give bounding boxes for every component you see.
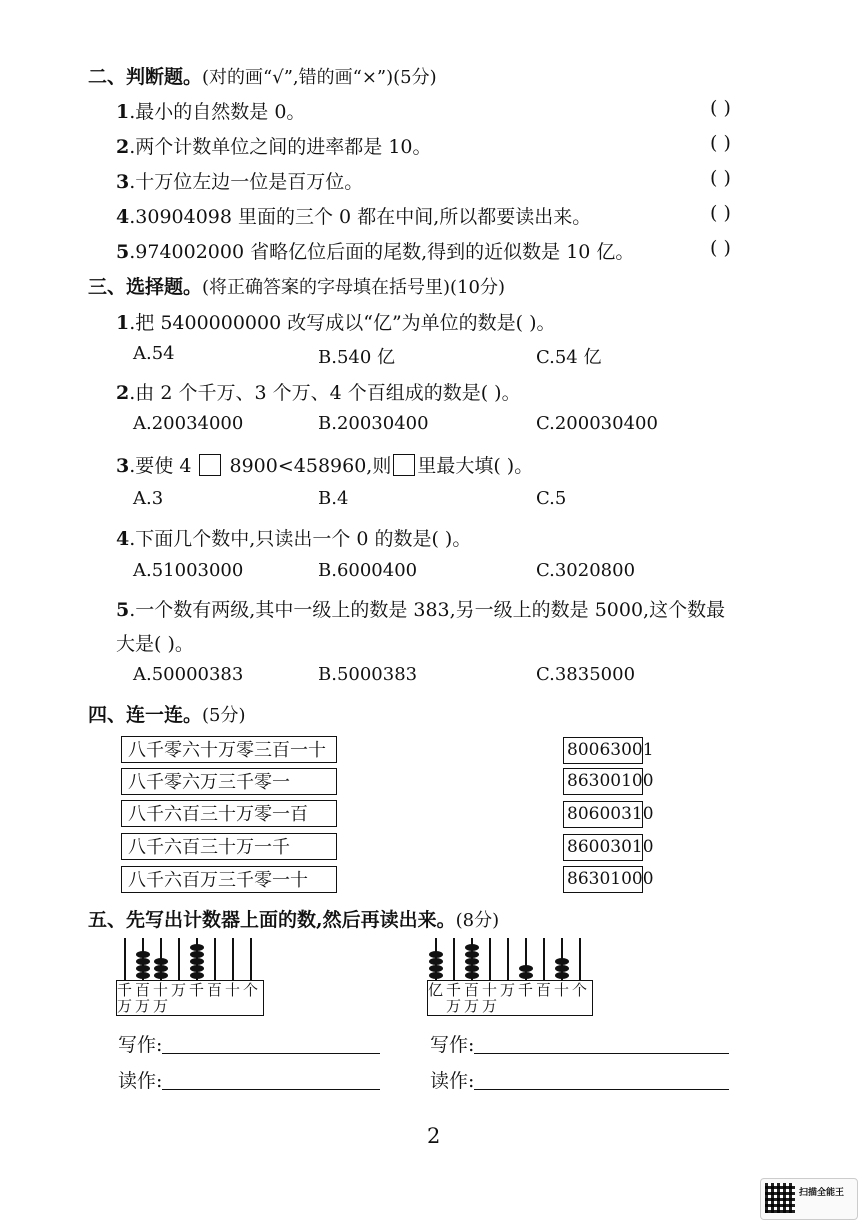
abacus-1-label-1: 千 — [117, 981, 133, 999]
abacus-1-bead — [154, 972, 168, 979]
match-left-2[interactable]: 八千零六万三千零一 — [121, 768, 337, 795]
abacus-1-unit-label-3: 万 — [153, 997, 169, 1015]
q2-option-b: B.20030400 — [318, 413, 429, 434]
scanner-logo-text: 扫描全能王 — [799, 1188, 845, 1198]
abacus-1-rod-6 — [214, 938, 216, 980]
judge-item-3: 3.十万位左边一位是百万位。 — [116, 171, 364, 193]
blank-square-2[interactable] — [393, 454, 415, 476]
abacus-2 — [427, 938, 597, 1018]
q2-option-c: C.200030400 — [536, 413, 658, 434]
section5-heading — [88, 905, 499, 932]
q3-option-c: C.5 — [536, 488, 567, 509]
abacus-2-label-4: 十 — [482, 981, 498, 999]
q4-option-a: A.51003000 — [133, 560, 244, 581]
page-number: 2 — [427, 1124, 441, 1148]
abacus-2-bead — [465, 972, 479, 979]
abacus-2-label-3: 百 — [464, 981, 480, 999]
section5-title: 五、先写出计数器上面的数,然后再读出来。 — [88, 909, 456, 931]
q1-option-c: C.54 亿 — [536, 347, 602, 368]
write-row-1 — [118, 1030, 380, 1057]
scanner-watermark — [760, 1178, 858, 1220]
write-label-1: 写作: — [118, 1034, 163, 1056]
abacus-2-label-6: 千 — [518, 981, 534, 999]
abacus-2-bead — [465, 944, 479, 951]
write-row-2 — [430, 1030, 729, 1057]
abacus-2-label-1: 亿 — [428, 981, 444, 999]
read-answer-line-1[interactable] — [162, 1089, 380, 1090]
judge-item-2: 2.两个计数单位之间的进率都是 10。 — [116, 136, 432, 158]
abacus-2-bead — [429, 958, 443, 965]
read-row-1 — [118, 1066, 380, 1093]
abacus-1-bead — [190, 965, 204, 972]
abacus-2-bead — [555, 972, 569, 979]
choice-q1: 1.把 5400000000 改写成以“亿”为单位的数是( )。 — [116, 312, 556, 334]
abacus-2-bead — [555, 958, 569, 965]
abacus-2-rod-4 — [489, 938, 491, 980]
abacus-2-bead — [465, 958, 479, 965]
section2-title: 二、判断题。 — [88, 66, 203, 88]
abacus-1 — [116, 938, 266, 1018]
blank-square-1[interactable] — [199, 454, 221, 476]
match-right-3[interactable]: 80600310 — [563, 801, 643, 828]
abacus-1-bead — [190, 944, 204, 951]
qr-code-icon — [765, 1183, 795, 1213]
abacus-2-label-2: 千 — [446, 981, 462, 999]
section4-note: (5分) — [202, 705, 246, 726]
abacus-1-bead — [136, 965, 150, 972]
abacus-1-rod-8 — [250, 938, 252, 980]
q1-option-b: B.540 亿 — [318, 347, 396, 368]
section3-note: (将正确答案的字母填在括号里)(10分) — [202, 277, 506, 298]
abacus-2-unit-label-2: 万 — [464, 997, 480, 1015]
abacus-1-label-4: 万 — [171, 981, 187, 999]
abacus-1-bead — [136, 951, 150, 958]
abacus-2-rod-2 — [453, 938, 455, 980]
answer-paren-2[interactable]: ( ) — [710, 132, 731, 154]
section5-note: (8分) — [455, 910, 500, 931]
match-left-3[interactable]: 八千六百三十万零一百 — [121, 800, 337, 827]
answer-paren-1[interactable]: ( ) — [710, 97, 731, 119]
write-label-2: 写作: — [430, 1034, 475, 1056]
section2-heading — [88, 62, 437, 89]
answer-paren-4[interactable]: ( ) — [710, 202, 731, 224]
abacus-2-unit-label-1: 万 — [446, 997, 462, 1015]
answer-paren-5[interactable]: ( ) — [710, 237, 731, 259]
q4-option-c: C.3020800 — [536, 560, 636, 581]
choice-q4: 4.下面几个数中,只读出一个 0 的数是( )。 — [116, 528, 472, 550]
abacus-2-label-9: 个 — [572, 981, 588, 999]
match-left-1[interactable]: 八千零六十万零三百一十 — [121, 736, 337, 763]
read-label-1: 读作: — [118, 1070, 163, 1092]
judge-item-1: 1.最小的自然数是 0。 — [116, 101, 306, 123]
section4-title: 四、连一连。 — [88, 704, 203, 726]
match-left-5[interactable]: 八千六百万三千零一十 — [121, 866, 337, 893]
section2-note: (对的画“√”,错的画“×”)(5分) — [202, 67, 437, 88]
abacus-2-rod-5 — [507, 938, 509, 980]
write-answer-line-2[interactable] — [474, 1053, 729, 1054]
abacus-1-rod-1 — [124, 938, 126, 980]
q5-option-a: A.50000383 — [133, 664, 244, 685]
abacus-1-bead — [136, 972, 150, 979]
abacus-2-label-5: 万 — [500, 981, 516, 999]
abacus-2-bead — [519, 972, 533, 979]
abacus-1-rod-7 — [232, 938, 234, 980]
abacus-2-label-8: 十 — [554, 981, 570, 999]
answer-paren-3[interactable]: ( ) — [710, 167, 731, 189]
abacus-2-bead — [519, 965, 533, 972]
abacus-2-bead — [429, 951, 443, 958]
abacus-2-label-7: 百 — [536, 981, 552, 999]
q5-option-c: C.3835000 — [536, 664, 636, 685]
abacus-1-bead — [190, 951, 204, 958]
abacus-2-bead — [429, 965, 443, 972]
q3-option-a: A.3 — [133, 488, 164, 509]
abacus-1-bead — [190, 972, 204, 979]
abacus-1-bead — [154, 965, 168, 972]
abacus-2-unit-label-3: 万 — [482, 997, 498, 1015]
match-right-2[interactable]: 86300100 — [563, 768, 643, 795]
abacus-2-rod-9 — [579, 938, 581, 980]
abacus-1-bead — [154, 958, 168, 965]
section3-heading — [88, 272, 505, 299]
choice-q2: 2.由 2 个千万、3 个万、4 个百组成的数是( )。 — [116, 382, 521, 404]
abacus-1-unit-label-2: 万 — [135, 997, 151, 1015]
abacus-1-bead — [136, 958, 150, 965]
choice-q5-line2: 大是( )。 — [116, 633, 194, 655]
match-right-4[interactable]: 86003010 — [563, 834, 643, 861]
q2-option-a: A.20034000 — [133, 413, 244, 434]
judge-item-4: 4.30904098 里面的三个 0 都在中间,所以都要读出来。 — [116, 206, 592, 228]
read-label-2: 读作: — [430, 1070, 475, 1092]
abacus-1-label-6: 百 — [207, 981, 223, 999]
match-left-4[interactable]: 八千六百三十万一千 — [121, 833, 337, 860]
abacus-1-label-2: 百 — [135, 981, 151, 999]
judge-item-5: 5.974002000 省略亿位后面的尾数,得到的近似数是 10 亿。 — [116, 241, 635, 263]
abacus-1-bead — [190, 958, 204, 965]
read-answer-line-2[interactable] — [474, 1089, 729, 1090]
q5-option-b: B.5000383 — [318, 664, 418, 685]
section4-heading — [88, 700, 246, 727]
choice-q5: 5.一个数有两级,其中一级上的数是 383,另一级上的数是 5000,这个数最 — [116, 599, 726, 621]
match-right-5[interactable]: 86301000 — [563, 866, 643, 893]
abacus-2-bead — [429, 972, 443, 979]
q3-option-b: B.4 — [318, 488, 349, 509]
abacus-2-bead — [465, 965, 479, 972]
q4-option-b: B.6000400 — [318, 560, 418, 581]
abacus-2-bead — [555, 965, 569, 972]
abacus-2-bead — [465, 951, 479, 958]
abacus-1-label-8: 个 — [243, 981, 259, 999]
abacus-1-rod-4 — [178, 938, 180, 980]
section3-title: 三、选择题。 — [88, 276, 203, 298]
abacus-1-label-3: 十 — [153, 981, 169, 999]
match-right-1[interactable]: 80063001 — [563, 737, 643, 764]
abacus-1-label-5: 千 — [189, 981, 205, 999]
choice-q3: 3.要使 4 8900<458960,则 里最大填( )。 — [116, 455, 534, 477]
abacus-1-label-7: 十 — [225, 981, 241, 999]
read-row-2 — [430, 1066, 729, 1093]
abacus-2-rod-7 — [543, 938, 545, 980]
abacus-1-unit-label-1: 万 — [117, 997, 133, 1015]
write-answer-line-1[interactable] — [162, 1053, 380, 1054]
q1-option-a: A.54 — [133, 343, 175, 364]
